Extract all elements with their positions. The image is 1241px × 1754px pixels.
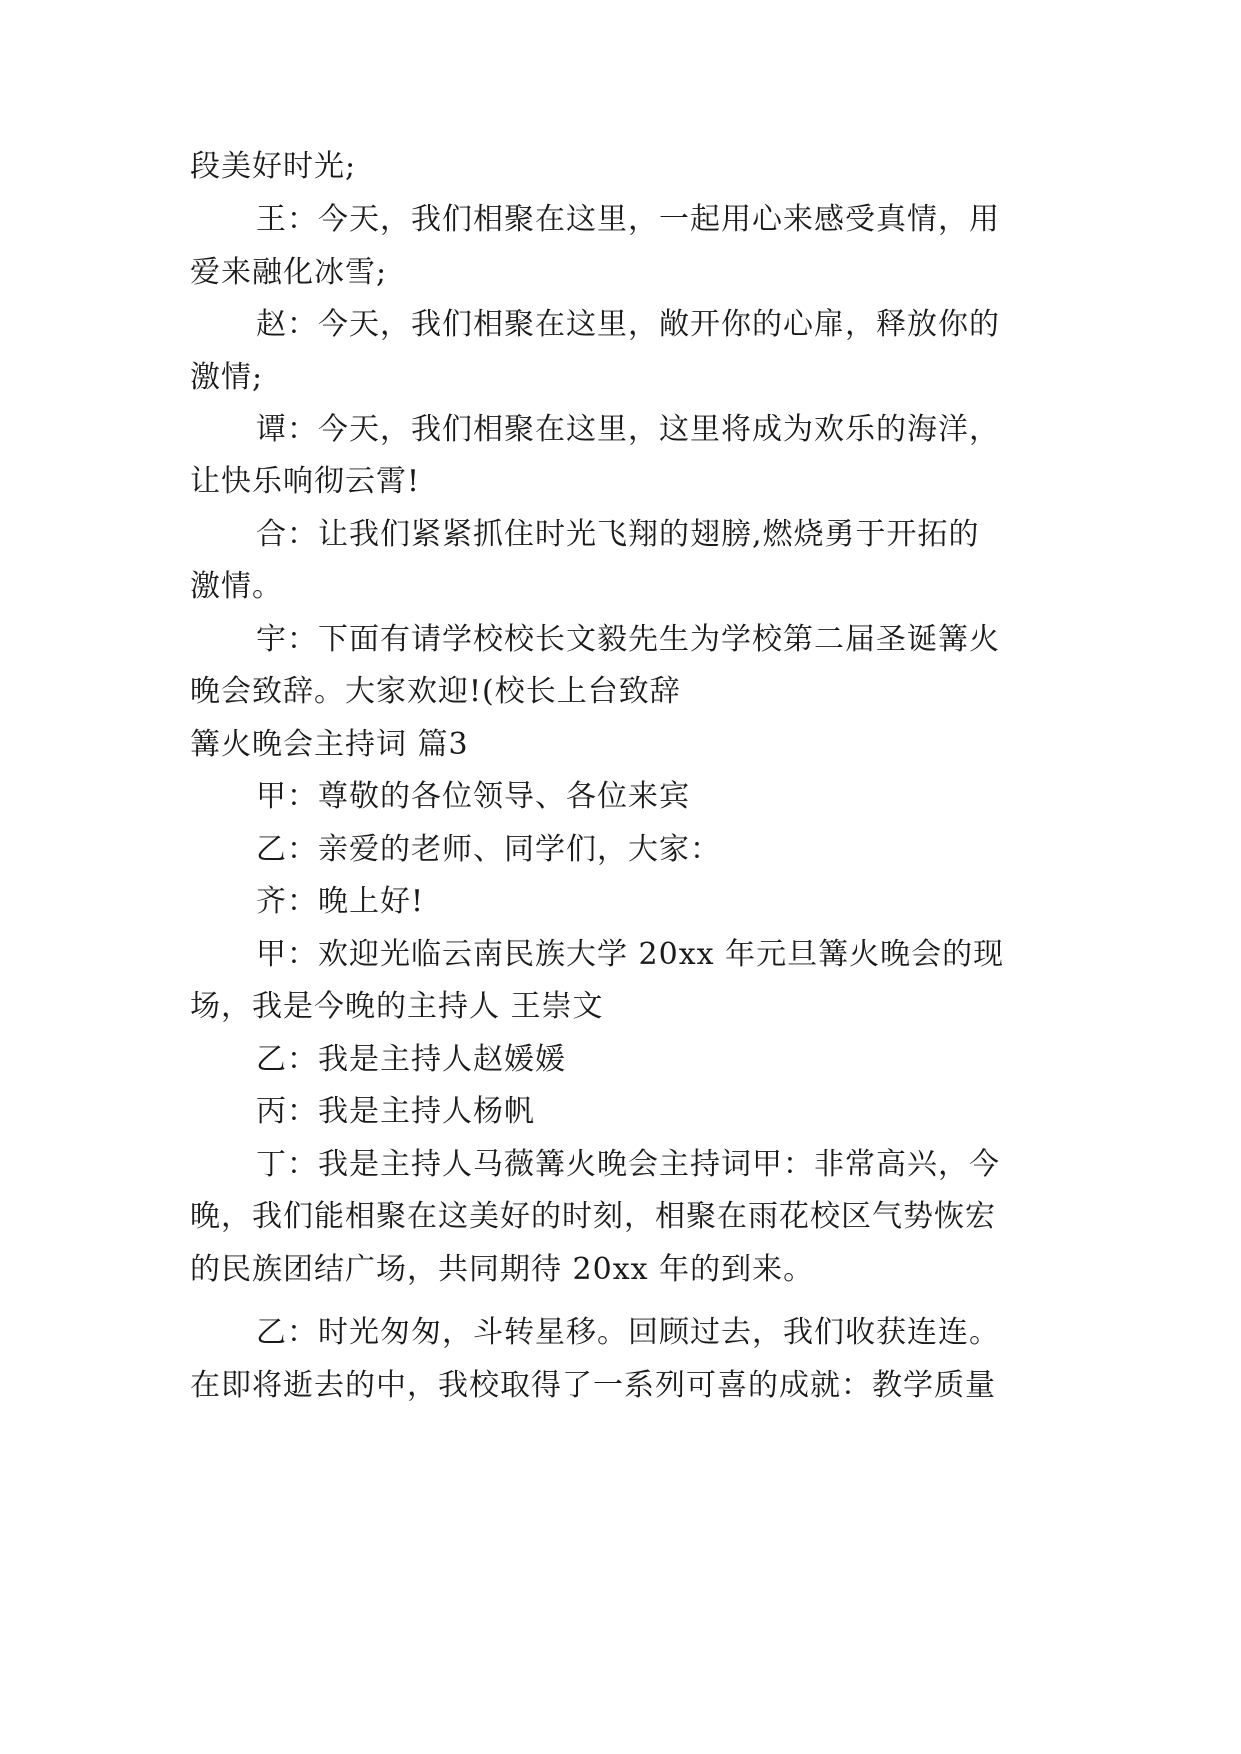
- text-line: 让快乐响彻云霄!: [190, 464, 421, 499]
- section-heading: 篝火晚会主持词 篇3: [190, 727, 469, 762]
- text-line: 齐：晚上好!: [256, 884, 425, 919]
- text-line: 激情。: [190, 569, 283, 604]
- text-line: 宇：下面有请学校校长文毅先生为学校第二届圣诞篝火: [256, 622, 1000, 657]
- text-line: 丁：我是主持人马薇篝火晚会主持词甲：非常高兴，今: [256, 1147, 1000, 1182]
- text-line: 场，我是今晚的主持人 王崇文: [190, 989, 604, 1024]
- text-line: 乙：时光匆匆，斗转星移。回顾过去，我们收获连连。: [256, 1315, 1000, 1350]
- text-line: 甲：尊敬的各位领导、各位来宾: [256, 779, 690, 814]
- text-line: 乙：我是主持人赵媛媛: [256, 1042, 566, 1077]
- text-line: 段美好时光;: [190, 149, 357, 184]
- text-line: 激情;: [190, 360, 264, 395]
- text-line: 晚，我们能相聚在这美好的时刻，相聚在雨花校区气势恢宏: [190, 1199, 996, 1234]
- text-line: 合：让我们紧紧抓住时光飞翔的翅膀,燃烧勇于开拓的: [256, 517, 980, 552]
- text-line: 在即将逝去的中，我校取得了一系列可喜的成就：教学质量: [190, 1368, 996, 1403]
- text-line: 晚会致辞。大家欢迎!(校长上台致辞: [190, 674, 681, 709]
- text-line: 爱来融化冰雪;: [190, 255, 388, 290]
- text-line: 王：今天，我们相聚在这里，一起用心来感受真情，用: [256, 202, 1000, 237]
- text-line: 乙：亲爱的老师、同学们，大家：: [256, 832, 721, 867]
- text-line: 丙：我是主持人杨帆: [256, 1094, 535, 1129]
- text-line: 的民族团结广场，共同期待 20xx 年的到来。: [190, 1252, 815, 1287]
- text-line: 甲：欢迎光临云南民族大学 20xx 年元旦篝火晚会的现: [256, 937, 1005, 972]
- text-line: 赵：今天，我们相聚在这里，敞开你的心扉，释放你的: [256, 307, 1000, 342]
- text-line: 谭：今天，我们相聚在这里，这里将成为欢乐的海洋，: [256, 412, 1000, 447]
